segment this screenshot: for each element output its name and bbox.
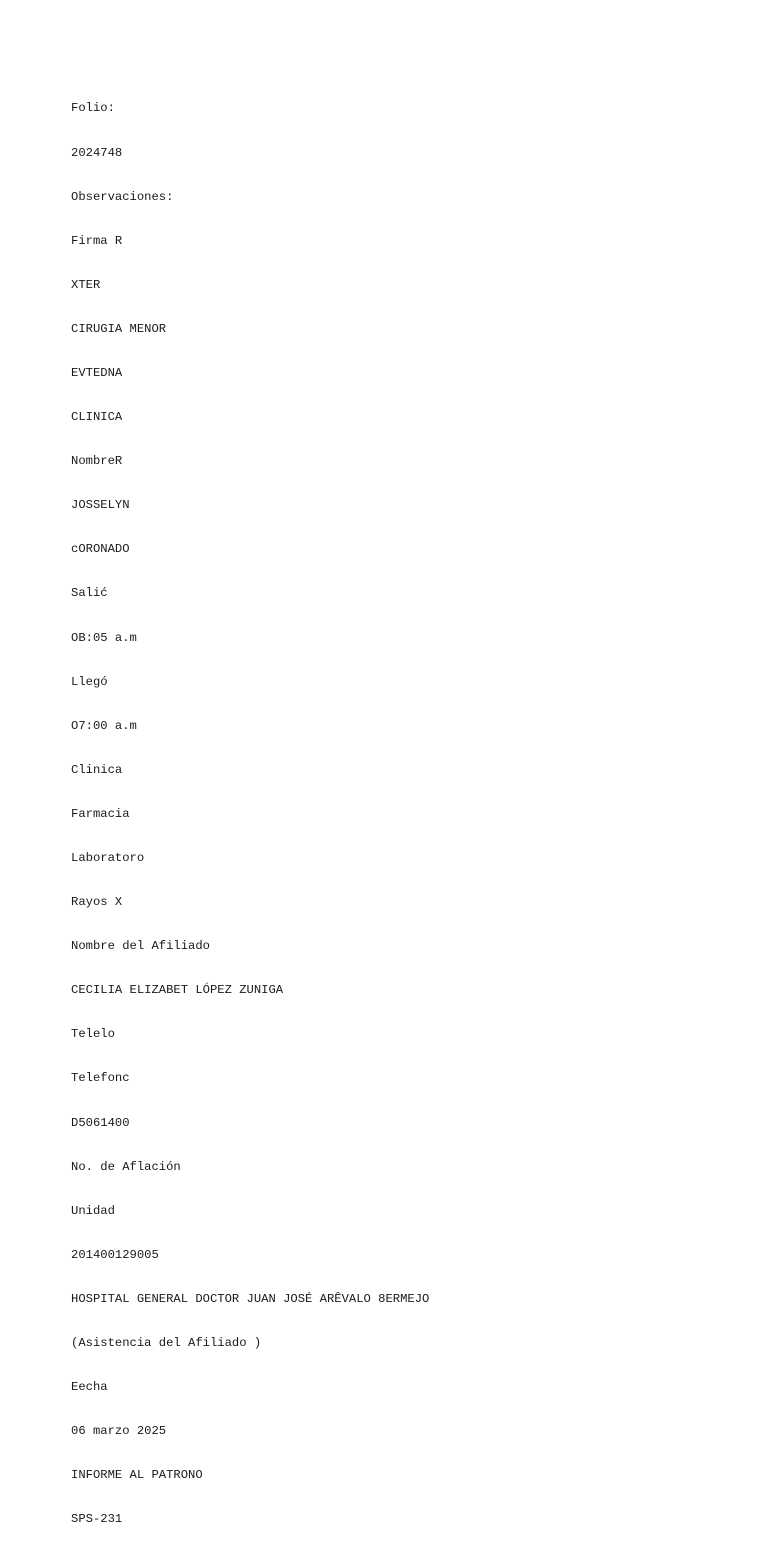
observaciones-label: Observaciones: (71, 189, 174, 204)
telelo-text: Telelo (71, 1027, 115, 1042)
document-title: INFORME AL PATRONO (71, 1468, 203, 1483)
salio-label: Salić (71, 586, 108, 601)
unidad-value: HOSPITAL GENERAL DOCTOR JUAN JOSÉ ARÊVALO 8ERMEJO (71, 1291, 430, 1306)
farmacia-option: Farmacia (71, 806, 130, 821)
fecha-value: 06 marzo 2025 (71, 1424, 167, 1439)
clinica-option: Clinica (71, 762, 123, 777)
cirugia-menor-text: CIRUGIA MENOR (71, 321, 167, 336)
last-name-value: cORONADO (71, 542, 130, 557)
firma-label: Firma R (71, 233, 123, 248)
nombre-label: NombreR (71, 454, 123, 469)
salio-time-value: OB:05 a.m (71, 630, 137, 645)
text-line-xter: XTER (71, 277, 101, 292)
text-line-evtedna: EVTEDNA (71, 365, 123, 380)
document-text (71, 72, 429, 1557)
rayos-x-option: Rayos X (71, 895, 123, 910)
telefono-value: D5061400 (71, 1115, 130, 1130)
laboratorio-option: Laboratoro (71, 851, 145, 865)
afiliacion-value: 201400129005 (71, 1247, 159, 1262)
folio-value: 2024748 (71, 145, 123, 160)
llego-label: Llegó (71, 674, 108, 689)
clinica-text: CLINICA (71, 410, 123, 425)
llego-time-value: O7:00 a.m (71, 718, 137, 733)
nombre-afiliado-value: CECILIA ELIZABET LÓPEZ ZUNIGA (71, 983, 284, 998)
unidad-label: Unidad (71, 1203, 115, 1218)
form-code: SPS-231 (71, 1512, 123, 1527)
folio-label: Folio: (71, 101, 115, 116)
telefono-label: Telefonc (71, 1071, 130, 1086)
nombre-afiliado-label: Nombre del Afiliado (71, 939, 210, 954)
fecha-label: Eecha (71, 1380, 108, 1395)
first-name-value: JOSSELYN (71, 498, 130, 513)
asistencia-text: (Asistencia del Afiliado ) (71, 1336, 262, 1351)
afiliacion-label: No. de Aflación (71, 1159, 181, 1174)
